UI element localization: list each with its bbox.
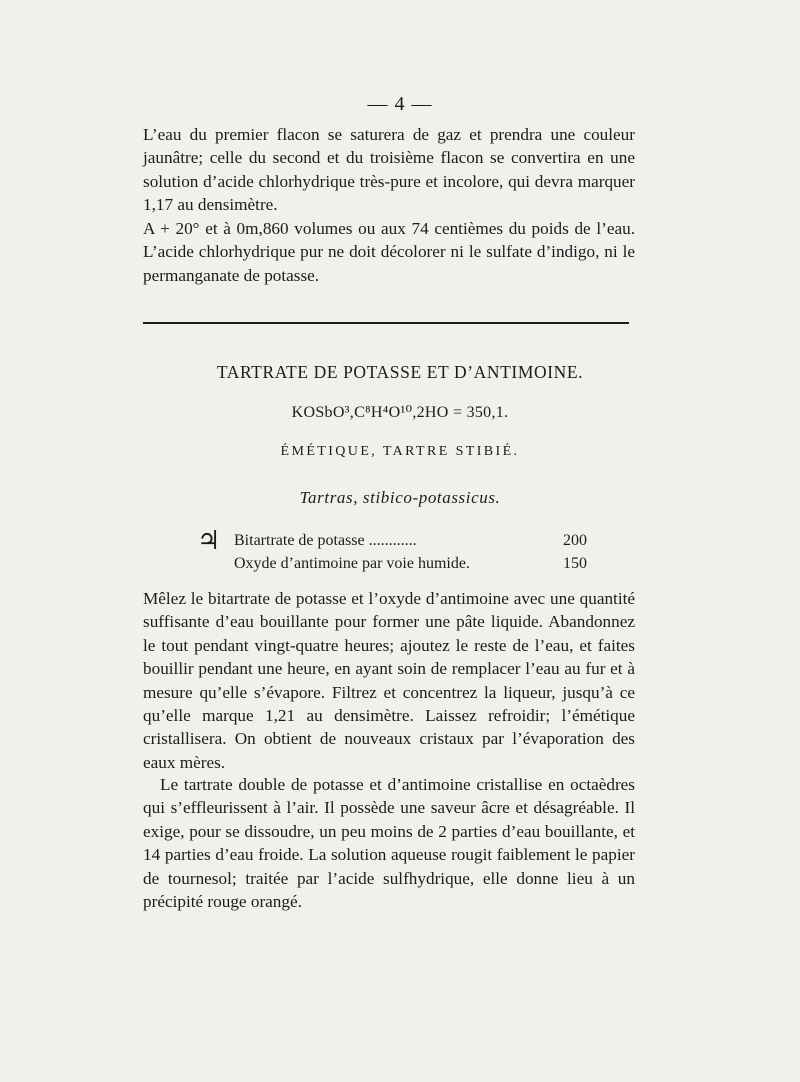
paragraph-properties: Le tartrate double de potasse et d’antimoine cristallise en octaèdres qui s’effleurissent à l’air. Il possède une saveur âcre et désagréable. Il exige, pour se dissoudre, un peu moins de 2 parties d’eau bouillante, et 14 parties d’eau froide. La solution aqueuse rougit faiblement le papier de tournesol; traitée par l’acide sulfhydrique, elle donne lieu à un précipité rouge orangé. <box>143 775 635 912</box>
recipe-symbol: ♃ <box>197 526 221 555</box>
recipe-item-quantity: 150 <box>563 555 587 572</box>
recipe-row <box>197 532 587 555</box>
recipe-item-quantity: 200 <box>563 532 587 549</box>
chemical-formula: KOSbO³,C⁸H⁴O¹⁰,2HO = 350,1. <box>291 404 509 421</box>
paragraph-gas-saturation: L’eau du premier flacon se saturera de gaz et prendra une couleur jaunâtre; celle du second et du troisième flacon se convertira en une solution d’acide chlorhydrique très-pure et incolore, qui devra marquer 1,17 au densimètre. <box>143 125 635 215</box>
recipe-item-name: Bitartrate de potasse ............ <box>234 532 417 549</box>
section-title: TARTRATE DE POTASSE ET D’ANTIMOINE. <box>216 362 584 382</box>
latin-name: Tartras, stibico-potassicus. <box>299 488 501 507</box>
section-divider <box>143 322 629 324</box>
paragraph-volumes: A + 20° et à 0m,860 volumes ou aux 74 centièmes du poids de l’eau. L’acide chlorhydrique pur ne doit décolorer ni le sulfate d’indigo, ni le permanganate de potasse. <box>143 219 635 285</box>
recipe-item-name: Oxyde d’antimoine par voie humide. <box>234 555 470 572</box>
page-number: — 4 — <box>367 93 433 115</box>
synonyms: ÉMÉTIQUE, TARTRE STIBIÉ. <box>280 444 520 459</box>
recipe-row <box>197 555 587 578</box>
recipe <box>197 526 587 578</box>
paragraph-preparation: Mêlez le bitartrate de potasse et l’oxyde d’antimoine avec une quantité suffisante d’eau bouillante pour former une pâte liquide. Abandonnez le tout pendant vingt-quatre heures; ajoutez le reste de l’eau, et faites bouillir pendant une heure, en ayant soin de remplacer l’eau au fur et à mesure qu’elle s’évapore. Filtrez et concentrez la liqueur, jusqu’à ce qu’elle marque 1,21 au densimètre. Laissez refroidir; l’émétique cristallisera. On obtient de nouveaux cristaux par l’évaporation des eaux mères. <box>143 589 635 772</box>
